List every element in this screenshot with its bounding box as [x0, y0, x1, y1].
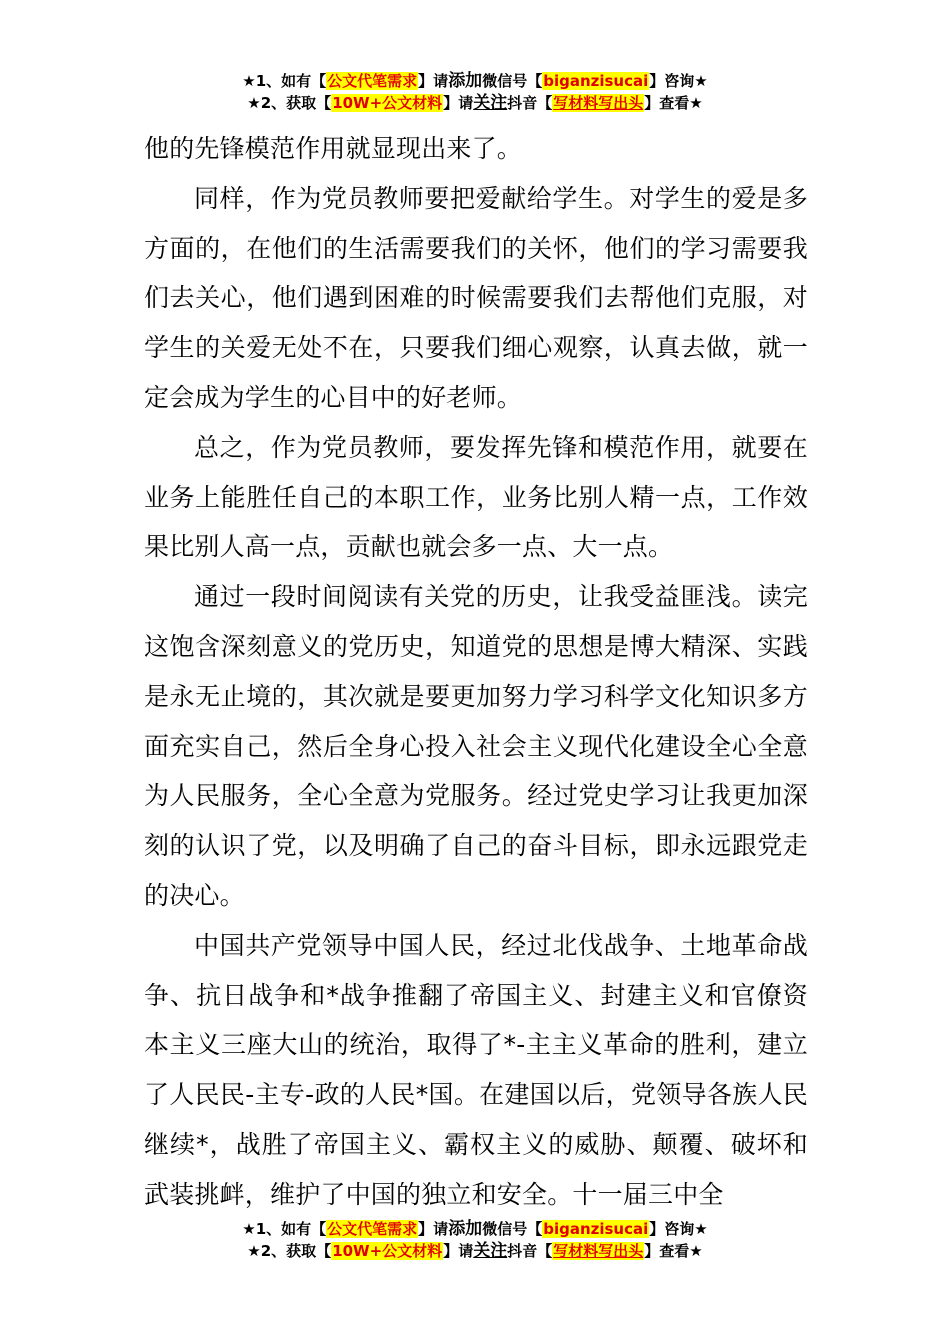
document-body [144, 124, 808, 1220]
banner-text: ★1、如有【 [242, 72, 327, 90]
highlight-materials: 10W+公文材料 [332, 1242, 443, 1260]
banner-text: ★2、获取【 [247, 1242, 332, 1260]
banner-emphasis: 添加 [448, 71, 483, 91]
banner-text: 微信号【 [482, 72, 543, 90]
paragraph: 同样，作为党员教师要把爱献给学生。对学生的爱是多方面的，在他们的生活需要我们的关怀，他们的学习需要我们去关心，他们遇到困难的时候需要我们去帮他们克服，对学生的关爱无处不在，只要我们细心观察，认真去做，就一定会成为学生的心目中的好老师。 [144, 183, 808, 412]
banner-text: 】查看★ [644, 94, 703, 112]
banner-text: 微信号【 [482, 1220, 543, 1238]
banner-text: 】请 [443, 1242, 474, 1260]
highlight-wechat-id: biganzisucai [543, 72, 649, 90]
highlight-service: 公文代笔需求 [327, 72, 418, 90]
paragraph: 中国共产党领导中国人民，经过北伐战争、土地革命战争、抗日战争和*战争推翻了帝国主义、封建主义和官僚资本主义三座大山的统治，取得了*-主主义革命的胜利，建立了人民民-主专-政的人民*国。在建国以后，党领导各族人民继续*，战胜了帝国主义、霸权主义的威胁、颠覆、破坏和武装挑衅，维护了中国的独立和安全。十一届三中全 [144, 930, 808, 1209]
banner-text: 】请 [418, 1220, 449, 1238]
banner-text: 抖音【 [507, 1242, 553, 1260]
banner-emphasis: 关注 [473, 1241, 508, 1261]
banner-text: 】请 [443, 94, 474, 112]
banner-line-1 [0, 1218, 950, 1240]
banner-emphasis: 添加 [448, 1219, 483, 1239]
banner-text: 】咨询★ [649, 1220, 708, 1238]
paragraph: 通过一段时间阅读有关党的历史，让我受益匪浅。读完这饱含深刻意义的党历史，知道党的思想是博大精深、实践是永无止境的，其次就是要更加努力学习科学文化知识多方面充实自己，然后全身心投入社会主义现代化建设全心全意为人民服务，全心全意为党服务。经过党史学习让我更加深刻的认识了党，以及明确了自己的奋斗目标，即永远跟党走的决心。 [144, 582, 808, 910]
banner-line-2 [0, 1240, 950, 1262]
header-banner [0, 70, 950, 114]
paragraph: 总之，作为党员教师，要发挥先锋和模范作用，就要在业务上能胜任自己的本职工作，业务比别人精一点，工作效果比别人高一点，贡献也就会多一点、大一点。 [144, 432, 808, 562]
highlight-materials: 10W+公文材料 [332, 94, 443, 112]
highlight-douyin-account: 写材料写出头 [553, 94, 644, 112]
footer-banner [0, 1218, 950, 1262]
paragraph: 他的先锋模范作用就显现出来了。 [144, 134, 523, 163]
banner-text: 】咨询★ [649, 72, 708, 90]
highlight-service: 公文代笔需求 [327, 1220, 418, 1238]
banner-text: ★2、获取【 [247, 94, 332, 112]
banner-text: ★1、如有【 [242, 1220, 327, 1238]
banner-text: 】查看★ [644, 1242, 703, 1260]
banner-line-1 [0, 70, 950, 92]
banner-text: 】请 [418, 72, 449, 90]
highlight-douyin-account: 写材料写出头 [553, 1242, 644, 1260]
banner-text: 抖音【 [507, 94, 553, 112]
banner-line-2 [0, 92, 950, 114]
banner-emphasis: 关注 [473, 93, 508, 113]
highlight-wechat-id: biganzisucai [543, 1220, 649, 1238]
